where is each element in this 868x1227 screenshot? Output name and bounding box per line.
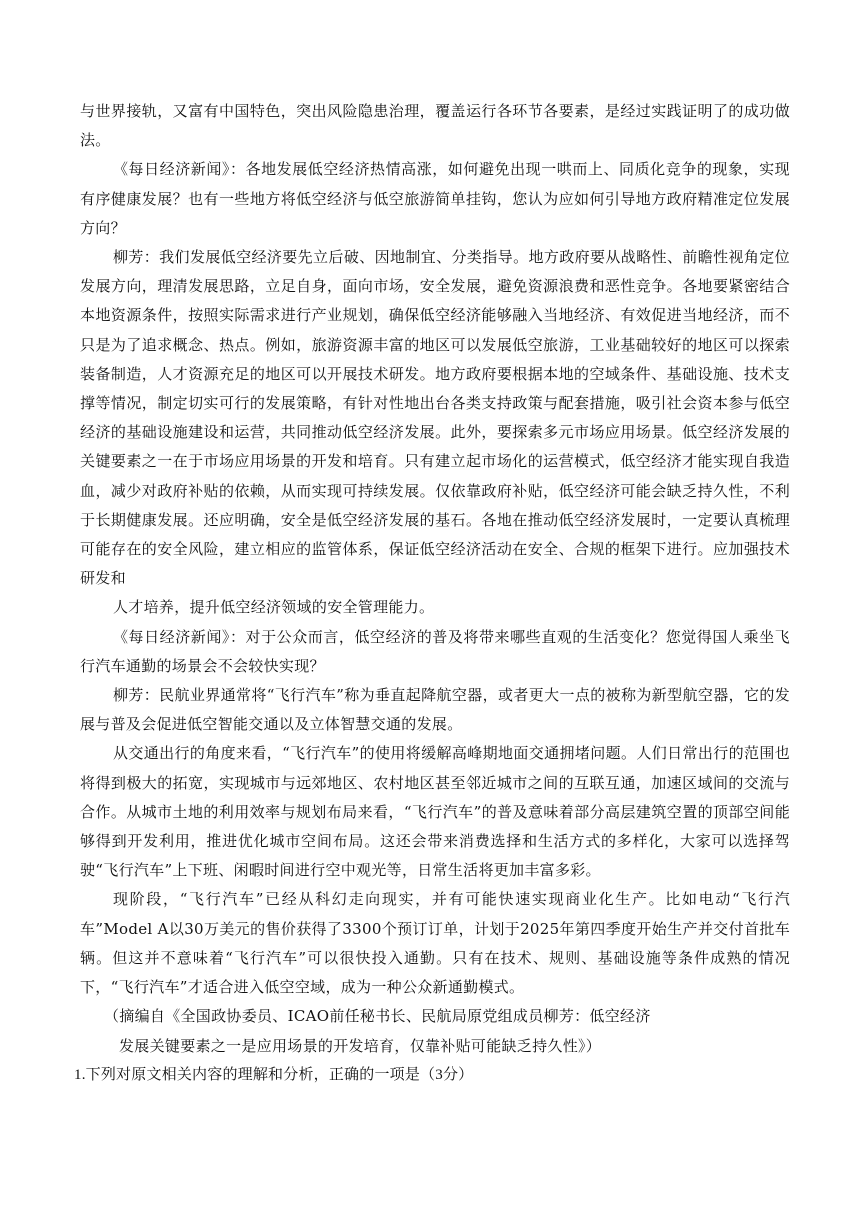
- paragraph-answer-1-tail: 人才培养，提升低空经济领域的安全管理能力。: [113, 598, 435, 617]
- paragraph-continuation: 与世界接轨，又富有中国特色，突出风险隐患治理，覆盖运行各环节各要素，是经过实践证明了的成功做法。: [80, 102, 790, 150]
- source-citation-line-1: （摘编自《全国政协委员、ICAO前任秘书长、民航局原党组成员柳芳：低空经济: [104, 1007, 651, 1026]
- paragraph-transport: 从交通出行的角度来看，“飞行汽车”的使用将缓解高峰期地面交通拥堵问题。人们日常出行的范围也将得到极大的拓宽，实现城市与远郊地区、农村地区甚至邻近城市之间的互联互通，加速区域间的交流与合作。从城市土地的利用效率与规划布局来看，“飞行汽车”的普及意味着部分高层建筑空置的顶部空间能够得到开发利用，推进优化城市空间布局。这还会带来消费选择和生活方式的多样化，大家可以选择驾驶“飞行汽车”上下班、闲暇时间进行空中观光等，日常生活将更加丰富多彩。: [80, 744, 790, 880]
- source-citation-line-2: 发展关键要素之一是应用场景的开发培育，仅靠补贴可能缺乏持久性》）: [119, 1036, 602, 1055]
- question-1: 1.下列对原文相关内容的理解和分析，正确的一项是（3分）: [74, 1066, 474, 1083]
- paragraph-question-2: 《每日经济新闻》：对于公众而言，低空经济的普及将带来哪些直观的生活变化？您觉得国人乘坐飞行汽车通勤的场景会不会较快实现？: [80, 627, 790, 675]
- paragraph-answer-2: 柳芳：民航业界通常将“飞行汽车”称为垂直起降航空器，或者更大一点的被称为新型航空器，它的发展与普及会促进低空智能交通以及立体智慧交通的发展。: [80, 686, 790, 734]
- document-body: [74, 97, 790, 1090]
- paragraph-question-1: 《每日经济新闻》：各地发展低空经济热情高涨，如何避免出现一哄而上、同质化竞争的现象，实现有序健康发展？也有一些地方将低空经济与低空旅游简单挂钩，您认为应如何引导地方政府精准定位发展方向？: [80, 160, 790, 237]
- paragraph-answer-1: 柳芳：我们发展低空经济要先立后破、因地制宜、分类指导。地方政府要从战略性、前瞻性视角定位发展方向，理清发展思路，立足自身，面向市场，安全发展，避免资源浪费和恶性竞争。各地要紧密结合本地资源条件，按照实际需求进行产业规划，确保低空经济能够融入当地经济、有效促进当地经济，而不只是为了追求概念、热点。例如，旅游资源丰富的地区可以发展低空旅游，工业基础较好的地区可以探索装备制造，人才资源充足的地区可以开展技术研发。地方政府要根据本地的空域条件、基础设施、技术支撑等情况，制定切实可行的发展策略，有针对性地出台各类支持政策与配套措施，吸引社会资本参与低空经济的基础设施建设和运营，共同推动低空经济发展。此外，要探索多元市场应用场景。低空经济发展的关键要素之一在于市场应用场景的开发和培育。只有建立起市场化的运营模式，低空经济才能实现自我造血，减少对政府补贴的依赖，从而实现可持续发展。仅依靠政府补贴，低空经济可能会缺乏持久性，不利于长期健康发展。还应明确，安全是低空经济发展的基石。各地在推动低空经济发展时，一定要认真梳理可能存在的安全风险，建立相应的监管体系，保证低空经济活动在安全、合规的框架下进行。应加强技术研发和: [80, 248, 790, 588]
- paragraph-current-stage: 现阶段，“飞行汽车”已经从科幻走向现实，并有可能快速实现商业化生产。比如电动“飞行汽车”Model A以30万美元的售价获得了3300个预订订单，计划于2025年第四季度开始生产并交付首批车辆。但这并不意味着“飞行汽车”可以很快投入通勤。只有在技术、规则、基础设施等条件成熟的情况下，“飞行汽车”才适合进入低空空域，成为一种公众新通勤模式。: [80, 890, 790, 997]
